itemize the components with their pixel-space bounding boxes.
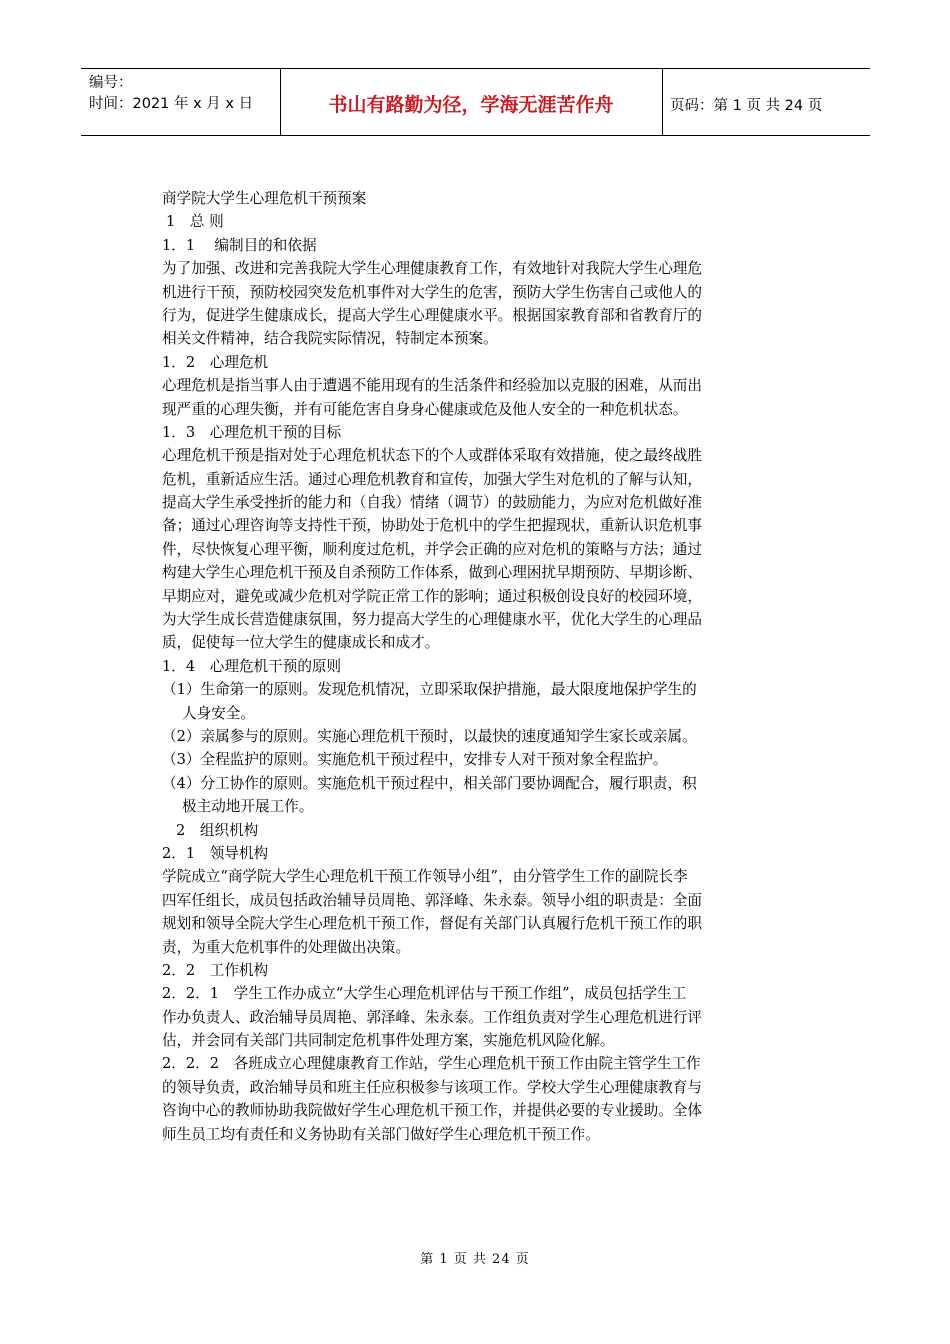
body-line: （2）亲属参与的原则。实施心理危机干预时，以最快的速度通知学生家长或亲属。	[162, 727, 697, 745]
body-line: 1 总 则	[166, 213, 224, 231]
body-line: 1．3 心理危机干预的目标	[162, 423, 342, 441]
header-divider	[662, 69, 663, 135]
body-line: 2．2．2 各班成立心理健康教育工作站，学生心理危机干预工作由院主管学生工作	[162, 1055, 701, 1073]
body-line: 师生员工均有责任和义务协助有关部门做好学生心理危机干预工作。	[162, 1125, 600, 1143]
body-line: 相关文件精神，结合我院实际情况，特制定本预案。	[162, 330, 498, 348]
header-meta	[89, 73, 253, 115]
body-line: 2．2 工作机构	[162, 961, 269, 979]
body-line: 早期应对，避免或减少危机对学院正常工作的影响；通过积极创设良好的校园环境，	[162, 587, 702, 605]
body-line: 为了加强、改进和完善我院大学生心理健康教育工作，有效地针对我院大学生心理危	[162, 260, 702, 278]
page-header	[81, 68, 870, 136]
code-label: 编号：	[89, 75, 133, 91]
body-line: 现严重的心理失衡，并有可能危害自身身心健康或危及他人安全的一种危机状态。	[162, 400, 688, 418]
body-line: 规划和领导全院大学生心理危机干预工作，督促有关部门认真履行危机干预工作的职	[162, 915, 702, 933]
document-body	[162, 187, 790, 1146]
body-line: 构建大学生心理危机干预及自杀预防工作体系，做到心理困扰早期预防、早期诊断、	[162, 564, 702, 582]
body-line: 2．1 领导机构	[162, 844, 269, 862]
body-line: 商学院大学生心理危机干预预案	[162, 190, 367, 207]
body-line: 作办负责人、政治辅导员周艳、郭泽峰、朱永泰。工作组负责对学生心理危机进行评	[162, 1008, 702, 1026]
header-page-info: 页码：第 1 页 共 24 页	[670, 98, 823, 114]
body-line: 2．2．1 学生工作办成立“大学生心理危机评估与干预工作组”，成员包括学生工	[162, 985, 687, 1003]
body-line: 咨询中心的教师协助我院做好学生心理危机干预工作，并提供必要的专业援助。全体	[162, 1102, 702, 1120]
body-line: 质，促使每一位大学生的健康成长和成才。	[162, 634, 440, 652]
body-line: 备；通过心理咨询等支持性干预，协助处于危机中的学生把握现状，重新认识危机事	[162, 517, 702, 535]
body-line: （3）全程监护的原则。实施危机干预过程中，安排专人对干预对象全程监护。	[162, 751, 668, 769]
body-line: （1）生命第一的原则。发现危机情况，立即采取保护措施，最大限度地保护学生的	[162, 681, 697, 699]
body-line: 人身安全。	[182, 704, 255, 722]
body-line: （4）分工协作的原则。实施危机干预过程中，相关部门要协调配合，履行职责，积	[162, 774, 697, 792]
body-line: 学院成立“商学院大学生心理危机干预工作领导小组”，由分管学生工作的副院长李	[162, 868, 688, 886]
body-line: 件，尽快恢复心理平衡，顺利度过危机，并学会正确的应对危机的策略与方法；通过	[162, 540, 702, 558]
body-line: 机进行干预，预防校园突发危机事件对大学生的危害，预防大学生伤害自己或他人的	[162, 283, 702, 301]
body-line: 行为，促进学生健康成长，提高大学生心理健康水平。根据国家教育部和省教育厅的	[162, 306, 702, 324]
header-motto: 书山有路勤为径，学海无涯苦作舟	[328, 94, 614, 116]
body-line: 极主动地开展工作。	[182, 798, 314, 816]
body-line: 责，为重大危机事件的处理做出决策。	[162, 938, 411, 956]
body-line: 1．2 心理危机	[162, 353, 269, 371]
body-line: 的领导负责，政治辅导员和班主任应积极参与该项工作。学校大学生心理健康教育与	[162, 1078, 702, 1096]
body-line: 危机，重新适应生活。通过心理危机教育和宣传，加强大学生对危机的了解与认知，	[162, 470, 702, 488]
body-line: 1．4 心理危机干预的原则	[162, 657, 342, 675]
page-footer: 第 1 页 共 24 页	[420, 1252, 530, 1267]
body-line: 心理危机是指当事人由于遭遇不能用现有的生活条件和经验加以克服的困难，从而出	[162, 377, 702, 395]
body-line: 提高大学生承受挫折的能力和（自我）情绪（调节）的鼓励能力，为应对危机做好准	[162, 494, 702, 512]
body-line: 四军任组长，成员包括政治辅导员周艳、郭泽峰、朱永泰。领导小组的职责是：全面	[162, 891, 702, 909]
body-line: 心理危机干预是指对处于心理危机状态下的个人或群体采取有效措施，使之最终战胜	[162, 447, 702, 465]
date-label: 时间：2021 年 x 月 x 日	[89, 96, 254, 112]
body-line: 估，并会同有关部门共同制定危机事件处理方案，实施危机风险化解。	[162, 1032, 615, 1050]
body-line: 为大学生成长营造健康氛围，努力提高大学生的心理健康水平，优化大学生的心理品	[162, 611, 702, 629]
body-line: 1．1 编制目的和依据	[162, 236, 317, 254]
body-line: 2 组织机构	[176, 821, 259, 839]
